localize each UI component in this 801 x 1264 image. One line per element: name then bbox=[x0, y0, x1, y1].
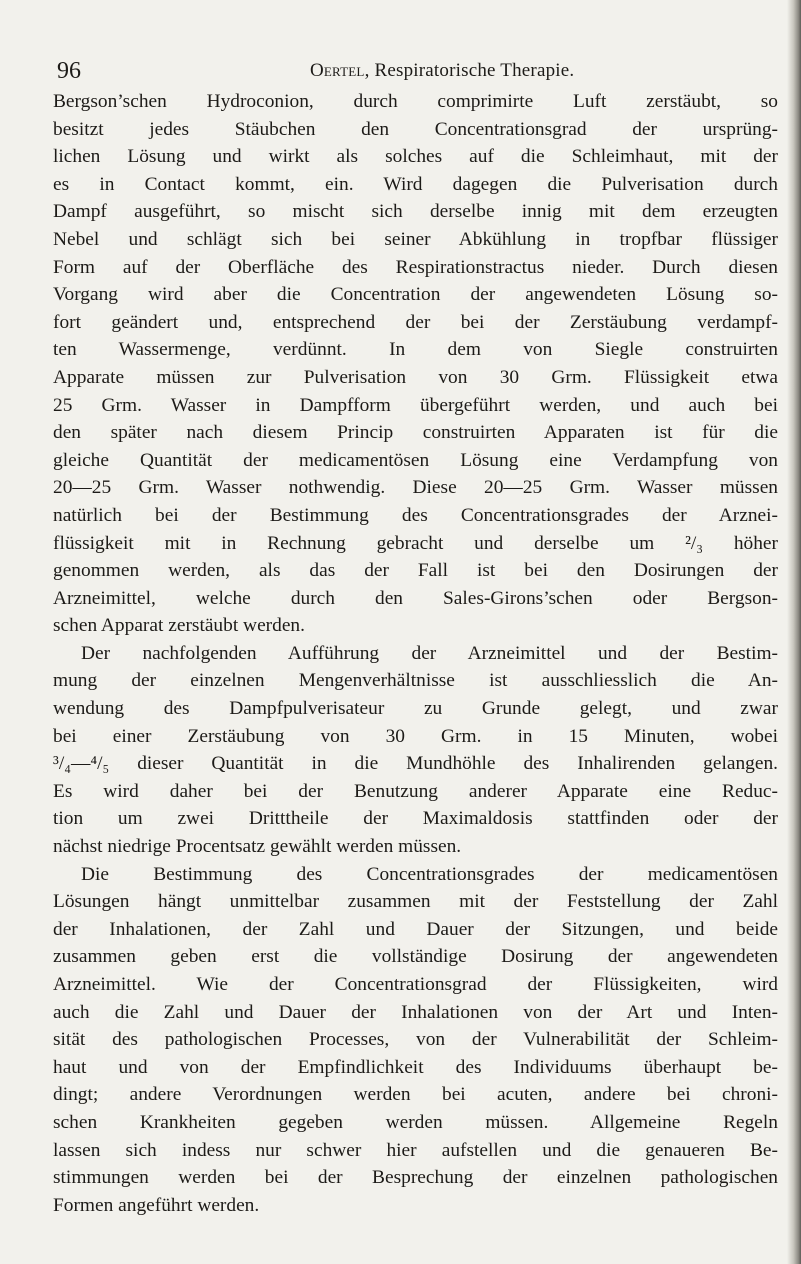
text-line: mung der einzelnen Mengenverhältnisse ist ausschliesslich die An- bbox=[53, 670, 778, 692]
text-line: ³/₄—⁴/₅ dieser Quantität in die Mundhöhle des Inhalirenden gelangen. bbox=[53, 753, 778, 775]
text-line: Arzneimittel, welche durch den Sales-Girons’schen oder Bergson- bbox=[53, 587, 778, 609]
text-line: natürlich bei der Bestimmung des Concentrationsgrades der Arznei- bbox=[53, 504, 778, 526]
text-line: genommen werden, als das der Fall ist bei den Dosirungen der bbox=[53, 560, 778, 582]
text-line: gleiche Quantität der medicamentösen Lösung eine Verdampfung von bbox=[53, 449, 778, 471]
text-line: Apparate müssen zur Pulverisation von 30 Grm. Flüssigkeit etwa bbox=[53, 366, 778, 388]
text-line: 20—25 Grm. Wasser nothwendig. Diese 20—25 Grm. Wasser müssen bbox=[53, 477, 778, 499]
text-line: lassen sich indess nur schwer hier aufstellen und die genaueren Be- bbox=[53, 1139, 778, 1161]
text-line: Es wird daher bei der Benutzung anderer Apparate eine Reduc- bbox=[53, 780, 778, 802]
text-line: stimmungen werden bei der Besprechung der einzelnen pathologischen bbox=[53, 1167, 778, 1189]
text-line: ten Wassermenge, verdünnt. In dem von Siegle construirten bbox=[53, 339, 778, 361]
text-line: bei einer Zerstäubung von 30 Grm. in 15 Minuten, wobei bbox=[53, 725, 778, 747]
text-line: Formen angeführt werden. bbox=[53, 1194, 260, 1216]
page-number: 96 bbox=[57, 58, 81, 84]
text-line: lichen Lösung und wirkt als solches auf die Schleimhaut, mit der bbox=[53, 146, 778, 168]
text-line: Bergson’schen Hydroconion, durch comprimirte Luft zerstäubt, so bbox=[53, 91, 778, 112]
running-head-title: Respiratorische Therapie. bbox=[374, 60, 575, 81]
running-head bbox=[310, 56, 574, 86]
text-line: Dampf ausgeführt, so mischt sich derselbe innig mit dem erzeugten bbox=[53, 201, 778, 223]
text-line: tion um zwei Dritttheile der Maximaldosis stattfinden oder der bbox=[53, 808, 778, 830]
running-head-author: Oertel, bbox=[310, 60, 370, 81]
text-line: haut und von der Empfindlichkeit des Individuums überhaupt be- bbox=[53, 1056, 778, 1078]
text-line: Lösungen hängt unmittelbar zusammen mit der Feststellung der Zahl bbox=[53, 891, 778, 913]
text-line: es in Contact kommt, ein. Wird dagegen die Pulverisation durch bbox=[53, 173, 778, 195]
text-line: schen Apparat zerstäubt werden. bbox=[53, 615, 305, 637]
text-line: besitzt jedes Stäubchen den Concentrationsgrad der ursprüng- bbox=[53, 118, 778, 140]
text-line: Arzneimittel. Wie der Concentrationsgrad der Flüssigkeiten, wird bbox=[53, 974, 778, 995]
text-line: zusammen geben erst die vollständige Dosirung der angewendeten bbox=[53, 946, 778, 968]
text-line: 25 Grm. Wasser in Dampfform übergeführt werden, und auch bei bbox=[53, 394, 778, 416]
text-line: der Inhalationen, der Zahl und Dauer der Sitzungen, und beide bbox=[53, 918, 778, 940]
text-line: Nebel und schlägt sich bei seiner Abkühlung in tropfbar flüssiger bbox=[53, 228, 778, 250]
page-header bbox=[0, 56, 801, 86]
text-line: wendung des Dampfpulverisateur zu Grunde gelegt, und zwar bbox=[53, 698, 778, 720]
text-line: den später nach diesem Princip construirten Apparaten ist für die bbox=[53, 422, 778, 444]
text-line: nächst niedrige Procentsatz gewählt werden müssen. bbox=[53, 836, 462, 858]
text-line: schen Krankheiten gegeben werden müssen. Allgemeine Regeln bbox=[53, 1111, 778, 1133]
body-text bbox=[53, 88, 778, 1219]
text-line: Form auf der Oberfläche des Respirationstractus nieder. Durch diesen bbox=[53, 256, 778, 278]
text-line: Die Bestimmung des Concentrationsgrades der medicamentösen bbox=[81, 863, 778, 885]
text-line: Vorgang wird aber die Concentration der angewendeten Lösung so- bbox=[53, 284, 778, 306]
text-line: Der nachfolgenden Aufführung der Arzneimittel und der Bestim- bbox=[81, 642, 778, 664]
text-line: auch die Zahl und Dauer der Inhalationen von der Art und Inten- bbox=[53, 1001, 778, 1023]
text-line: flüssigkeit mit in Rechnung gebracht und derselbe um ²/₃ höher bbox=[53, 532, 778, 554]
page-edge-shadow bbox=[787, 0, 801, 1264]
text-line: sität des pathologischen Processes, von der Vulnerabilität der Schleim- bbox=[53, 1029, 778, 1051]
text-line: dingt; andere Verordnungen werden bei acuten, andere bei chroni- bbox=[53, 1084, 778, 1106]
text-line: fort geändert und, entsprechend der bei der Zerstäubung verdampf- bbox=[53, 311, 778, 333]
